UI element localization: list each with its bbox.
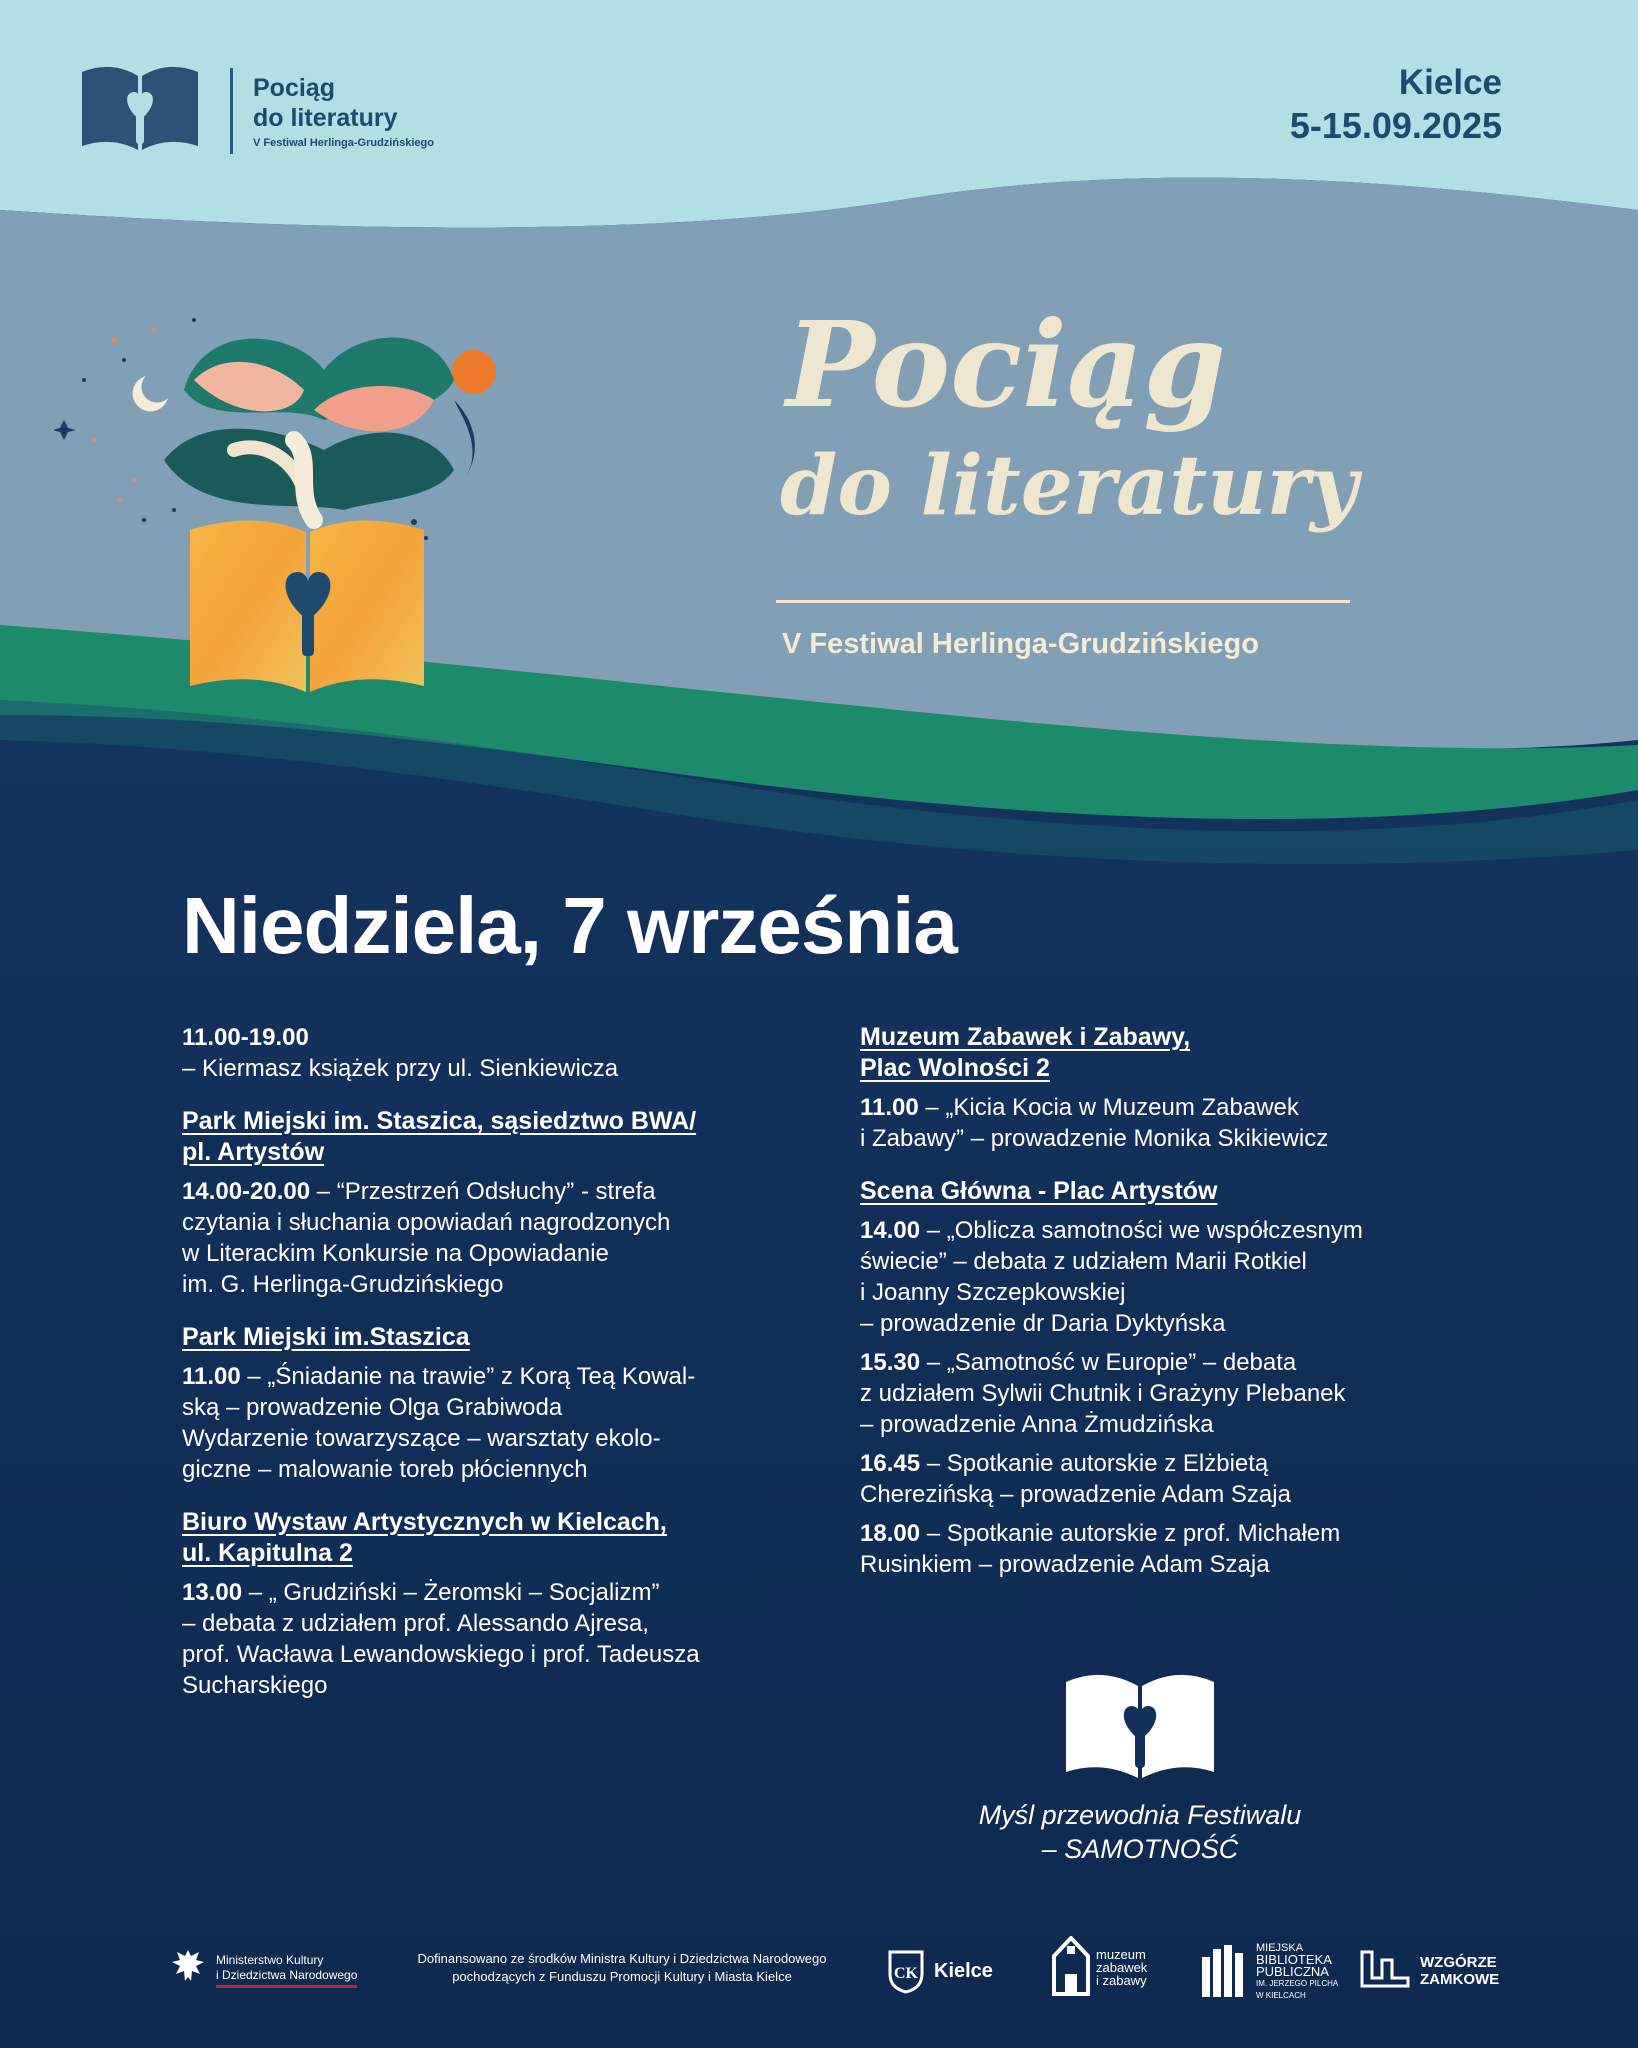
library-line1: MIEJSKA (1256, 1942, 1304, 1954)
logo-name-line2: do literatury (253, 103, 398, 132)
venue-line: ul. Kapitulna 2 (182, 1539, 353, 1567)
event-time: 18.00 (860, 1520, 921, 1547)
sponsor-kielce (886, 1948, 993, 1994)
logo-subtitle: V Festiwal Herlinga-Grudzińskiego (253, 136, 434, 149)
festival-logo (78, 62, 434, 159)
event-time: 11.00 (182, 1363, 241, 1390)
festival-illustration (54, 300, 534, 710)
eagle-emblem-icon (168, 1946, 208, 1995)
event-text: czytania i słuchania opowiadań nagrodzonych (182, 1209, 671, 1236)
kielce-crest-icon (886, 1948, 926, 1994)
library-line4: IM. JERZEGO PILCHA (1256, 1979, 1339, 1988)
funding-line1: Dofinansowano ze środków Ministra Kultury i Dziedzictwa Narodowego (417, 1951, 827, 1966)
wzgorze-line1: WZGÓRZE (1420, 1954, 1497, 1971)
program-block-museum (860, 1022, 1500, 1154)
program-block-bwa (182, 1507, 822, 1701)
event-text: Cherezińską – prowadzenie Adam Szaja (860, 1481, 1291, 1508)
venue-heading: Scena Główna - Plac Artystów (860, 1177, 1218, 1205)
kielce-label: Kielce (934, 1959, 993, 1982)
event-time: 11.00-19.00 (182, 1024, 309, 1051)
event-time: 14.00-20.00 (182, 1178, 311, 1205)
hero-divider (776, 600, 1350, 603)
event-text: – „Samotność w Europie” – debata (920, 1349, 1297, 1376)
event-text: – Spotkanie autorskie z Elżbietą (920, 1450, 1269, 1477)
kielce-crest-letters: CK (894, 1965, 918, 1982)
venue-line: Muzeum Zabawek i Zabawy, (860, 1023, 1191, 1051)
venue-heading (860, 1022, 1500, 1084)
event-item (182, 1361, 822, 1485)
event-time: 14.00 (860, 1217, 921, 1244)
event-time: 16.45 (860, 1450, 921, 1477)
venue-line: Park Miejski im. Staszica, sąsiedztwo BWA/ (182, 1107, 697, 1135)
event-item (860, 1448, 1500, 1510)
ministry-line2: i Dziedzictwa Narodowego (216, 1968, 358, 1982)
event-text: – Kiermasz książek przy ul. Sienkiewicza (182, 1055, 619, 1082)
sponsors-footer (0, 1920, 1638, 2048)
castle-hill-icon (1360, 1950, 1420, 1992)
book-heart-logo-icon (78, 62, 202, 159)
library-line5: W KIELCACH (1256, 1991, 1306, 2000)
program-block-park-staszica (182, 1322, 822, 1485)
library-line2: BIBLIOTEKA (1256, 1952, 1332, 1967)
event-book-fair (182, 1022, 822, 1084)
hero-subtitle: V Festiwal Herlinga-Grudzińskiego (782, 628, 1259, 660)
event-item (860, 1347, 1500, 1440)
program-block-main-stage (860, 1176, 1500, 1580)
event-time: 13.00 (182, 1579, 243, 1606)
museum-line2: zabawek (1096, 1959, 1148, 1975)
logo-name-line1: Pociąg (253, 73, 335, 102)
sponsor-wzgorze-zamkowe (1360, 1950, 1499, 1992)
event-text: i Joanny Szczepkowskiej (860, 1279, 1126, 1306)
venue-heading: Park Miejski im.Staszica (182, 1323, 470, 1351)
event-text: – „ Grudziński – Żeromski – Socjalizm” (242, 1579, 660, 1606)
festival-dates: 5-15.09.2025 (1289, 105, 1502, 146)
funding-line2: pochodzących z Funduszu Promocji Kultury i Miasta Kielce (452, 1969, 792, 1984)
museum-house-icon (1052, 1936, 1096, 1998)
event-text: – „Kicia Kocia w Muzeum Zabawek (918, 1094, 1299, 1121)
library-books-icon (1200, 1943, 1256, 2002)
sponsor-museum (1052, 1936, 1147, 1998)
city-date (1290, 62, 1502, 148)
event-text: – “Przestrzeń Odsłuchy” - strefa (310, 1178, 656, 1205)
hero-title (780, 295, 1358, 536)
hero-title-line2: do literatury (780, 438, 1358, 534)
event-item (860, 1092, 1500, 1154)
logo-divider (230, 68, 233, 154)
venue-heading (182, 1106, 822, 1168)
event-text: świecie” – debata z udziałem Marii Rotkiel (860, 1248, 1307, 1275)
event-text: i Zabawy” – prowadzenie Monika Skikiewicz (860, 1125, 1329, 1152)
program-block-park-bwa (182, 1106, 822, 1300)
program-left-column (182, 1022, 822, 1723)
event-text: giczne – malowanie toreb płóciennych (182, 1456, 588, 1483)
event-text: – prowadzenie dr Daria Dyktyńska (860, 1310, 1226, 1337)
city: Kielce (1398, 63, 1502, 102)
event-item (182, 1176, 822, 1300)
program-block-book-fair (182, 1022, 822, 1084)
event-time: 11.00 (860, 1094, 919, 1121)
event-text: – debata z udziałem prof. Alessando Ajresa, (182, 1610, 649, 1637)
event-text: – Spotkanie autorskie z prof. Michałem (920, 1520, 1341, 1547)
event-text: Rusinkiem – prowadzenie Adam Szaja (860, 1551, 1270, 1578)
event-text: – prowadzenie Anna Żmudzińska (860, 1411, 1214, 1438)
venue-line: Biuro Wystaw Artystycznych w Kielcach, (182, 1508, 667, 1536)
day-heading: Niedziela, 7 września (182, 881, 957, 970)
event-text: – „Śniadanie na trawie” z Korą Teą Kowal- (240, 1363, 696, 1390)
program-right-column (860, 1022, 1500, 1602)
museum-line3: i zabawy (1096, 1972, 1147, 1988)
event-text: – „Oblicza samotności we współczesnym (920, 1217, 1363, 1244)
book-heart-icon (1062, 1668, 1218, 1787)
event-item (860, 1215, 1500, 1339)
wzgorze-line2: ZAMKOWE (1420, 1971, 1500, 1988)
event-text: Sucharskiego (182, 1672, 328, 1699)
event-text: w Literackim Konkursie na Opowiadanie (182, 1240, 609, 1267)
theme-line2: – SAMOTNOŚĆ (1041, 1834, 1239, 1864)
event-text: z udziałem Sylwii Chutnik i Grażyny Plebanek (860, 1380, 1346, 1407)
venue-heading (182, 1507, 822, 1569)
event-time: 15.30 (860, 1349, 921, 1376)
funding-note (392, 1950, 852, 1986)
event-text: prof. Wacława Lewandowskiego i prof. Tadeusza (182, 1641, 700, 1668)
event-text: Wydarzenie towarzyszące – warsztaty ekolo- (182, 1425, 661, 1452)
event-item (860, 1518, 1500, 1580)
event-text: im. G. Herlinga-Grudzińskiego (182, 1271, 504, 1298)
theme-line1: Myśl przewodnia Festiwalu (978, 1800, 1302, 1830)
hero-title-line1: Pociąg (786, 295, 1226, 434)
event-text: ską – prowadzenie Olga Grabiwoda (182, 1394, 563, 1421)
museum-line1: muzeum (1096, 1946, 1146, 1962)
event-item (182, 1577, 822, 1701)
ministry-line1: Ministerstwo Kultury (216, 1953, 324, 1967)
venue-line: pl. Artystów (182, 1138, 325, 1166)
venue-line: Plac Wolności 2 (860, 1054, 1050, 1082)
sponsor-ministry (168, 1946, 357, 1995)
festival-theme (940, 1798, 1340, 1866)
library-line3: PUBLICZNA (1256, 1964, 1329, 1979)
sponsor-library (1200, 1942, 1338, 2002)
